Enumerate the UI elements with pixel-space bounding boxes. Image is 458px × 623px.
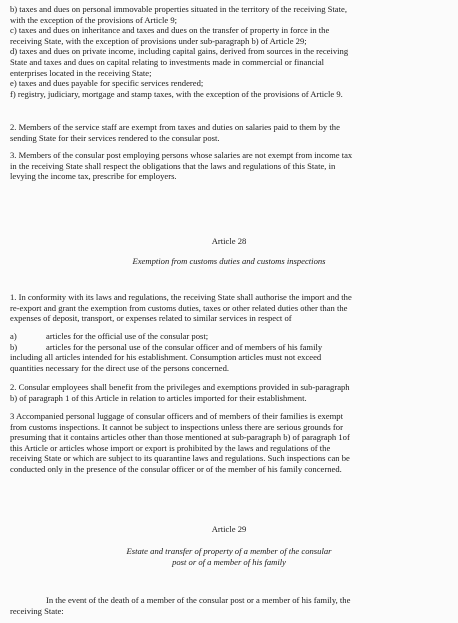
paragraph-line: in the receiving State shall respect the obligations that the laws and regulations of this State, in: [10, 160, 336, 171]
paragraph-line: b) of paragraph 1 of this Article in relation to articles imported for their establishment.: [10, 392, 307, 403]
paragraph-line: presuming that it contains articles other than those mentioned at sub-paragraph b) of paragraph 1of: [10, 432, 350, 443]
item-text: articles for the official use of the consular post;: [46, 331, 209, 341]
article-29-number: Article 29: [211, 524, 247, 534]
paragraph-line: this Article or articles whose import or export is prohibited by the laws and regulations of the: [10, 442, 331, 453]
list-item: with the exception of the provisions of Article 9;: [10, 14, 178, 25]
list-item: receiving State, with the exception of provisions under sub-paragraph b) of Article 29;: [10, 35, 307, 46]
paragraph-line: In the event of the death of a member of the consular post or a member of his family, the: [46, 595, 351, 605]
paragraph-line: from customs inspections. It cannot be subject to inspections unless there are serious grounds for: [10, 421, 343, 432]
list-item: f) registry, judiciary, mortgage and stamp taxes, with the exception of the provisions of Article 9.: [10, 88, 343, 99]
item-label: a): [10, 331, 17, 341]
tax-exemption-list: [10, 4, 446, 99]
article-28-paragraph-1: [10, 292, 446, 324]
article-29-paragraph-1: [10, 595, 446, 616]
list-item: [10, 331, 446, 342]
paragraph-line: 3 Accompanied personal luggage of consular officers and of members of their families is exempt: [10, 411, 343, 421]
article-28-title: Exemption from customs duties and customs inspections: [132, 256, 326, 266]
paragraph-line: 1. In conformity with its laws and regulations, the receiving State shall authorise the import and the: [10, 292, 352, 302]
paragraph-line: receiving State or which are subject to its quarantine laws and regulations. Such inspections can be: [10, 453, 350, 464]
paragraph-employers: [10, 150, 446, 182]
paragraph-line: quantities necessary for the direct use of the persons concerned.: [10, 362, 230, 373]
paragraph-line: levying the income tax, prescribe for employers.: [10, 171, 177, 182]
paragraph-line: re-export and grant the exemption from customs duties, taxes or other related duties other than the: [10, 302, 348, 313]
paragraph-service-staff: [10, 122, 446, 143]
list-item: [10, 342, 446, 353]
list-item: c) taxes and dues on inheritance and taxes and dues on the transfer of property in force in the: [10, 25, 330, 36]
item-text: articles for the personal use of the consular officer and of members of his family: [46, 341, 323, 352]
article-28-item-list: [10, 331, 446, 373]
item-label: b): [10, 341, 18, 352]
list-item: b) taxes and dues on personal immovable properties situated in the territory of the receiving State,: [10, 4, 347, 14]
paragraph-line: 3. Members of the consular post employing persons whose salaries are not exempt from income tax: [10, 150, 353, 160]
list-item: d) taxes and dues on private income, including capital gains, derived from sources in the receiving: [10, 46, 349, 57]
paragraph-line: conducted only in the presence of the consular officer or of the member of his family concerned.: [10, 463, 342, 474]
list-item: e) taxes and dues payable for specific services rendered;: [10, 78, 204, 89]
paragraph-line: receiving State:: [10, 605, 64, 616]
list-item: State and taxes and dues on capital relating to investments made in commercial or financial: [10, 56, 325, 67]
article-28-paragraph-3: [10, 411, 446, 475]
article-28-number: Article 28: [211, 236, 247, 246]
article-29-title-line-2: post or of a member of his family: [172, 557, 286, 567]
paragraph-line: sending State for their services rendered to the consular post.: [10, 132, 220, 143]
article-29-title-line-1: Estate and transfer of property of a member of the consular: [126, 546, 332, 556]
paragraph-line: 2. Members of the service staff are exempt from taxes and duties on salaries paid to them by the: [10, 122, 340, 132]
list-item: enterprises located in the receiving State;: [10, 67, 152, 78]
paragraph-line: 2. Consular employees shall benefit from the privileges and exemptions provided in sub-paragraph: [10, 382, 350, 392]
paragraph-line: expenses of deposit, transport, or expenses related to similar services in respect of: [10, 313, 292, 324]
article-28-paragraph-2: [10, 382, 446, 403]
paragraph-line: including all articles intended for his establishment. Consumption articles must not exceed: [10, 352, 322, 363]
